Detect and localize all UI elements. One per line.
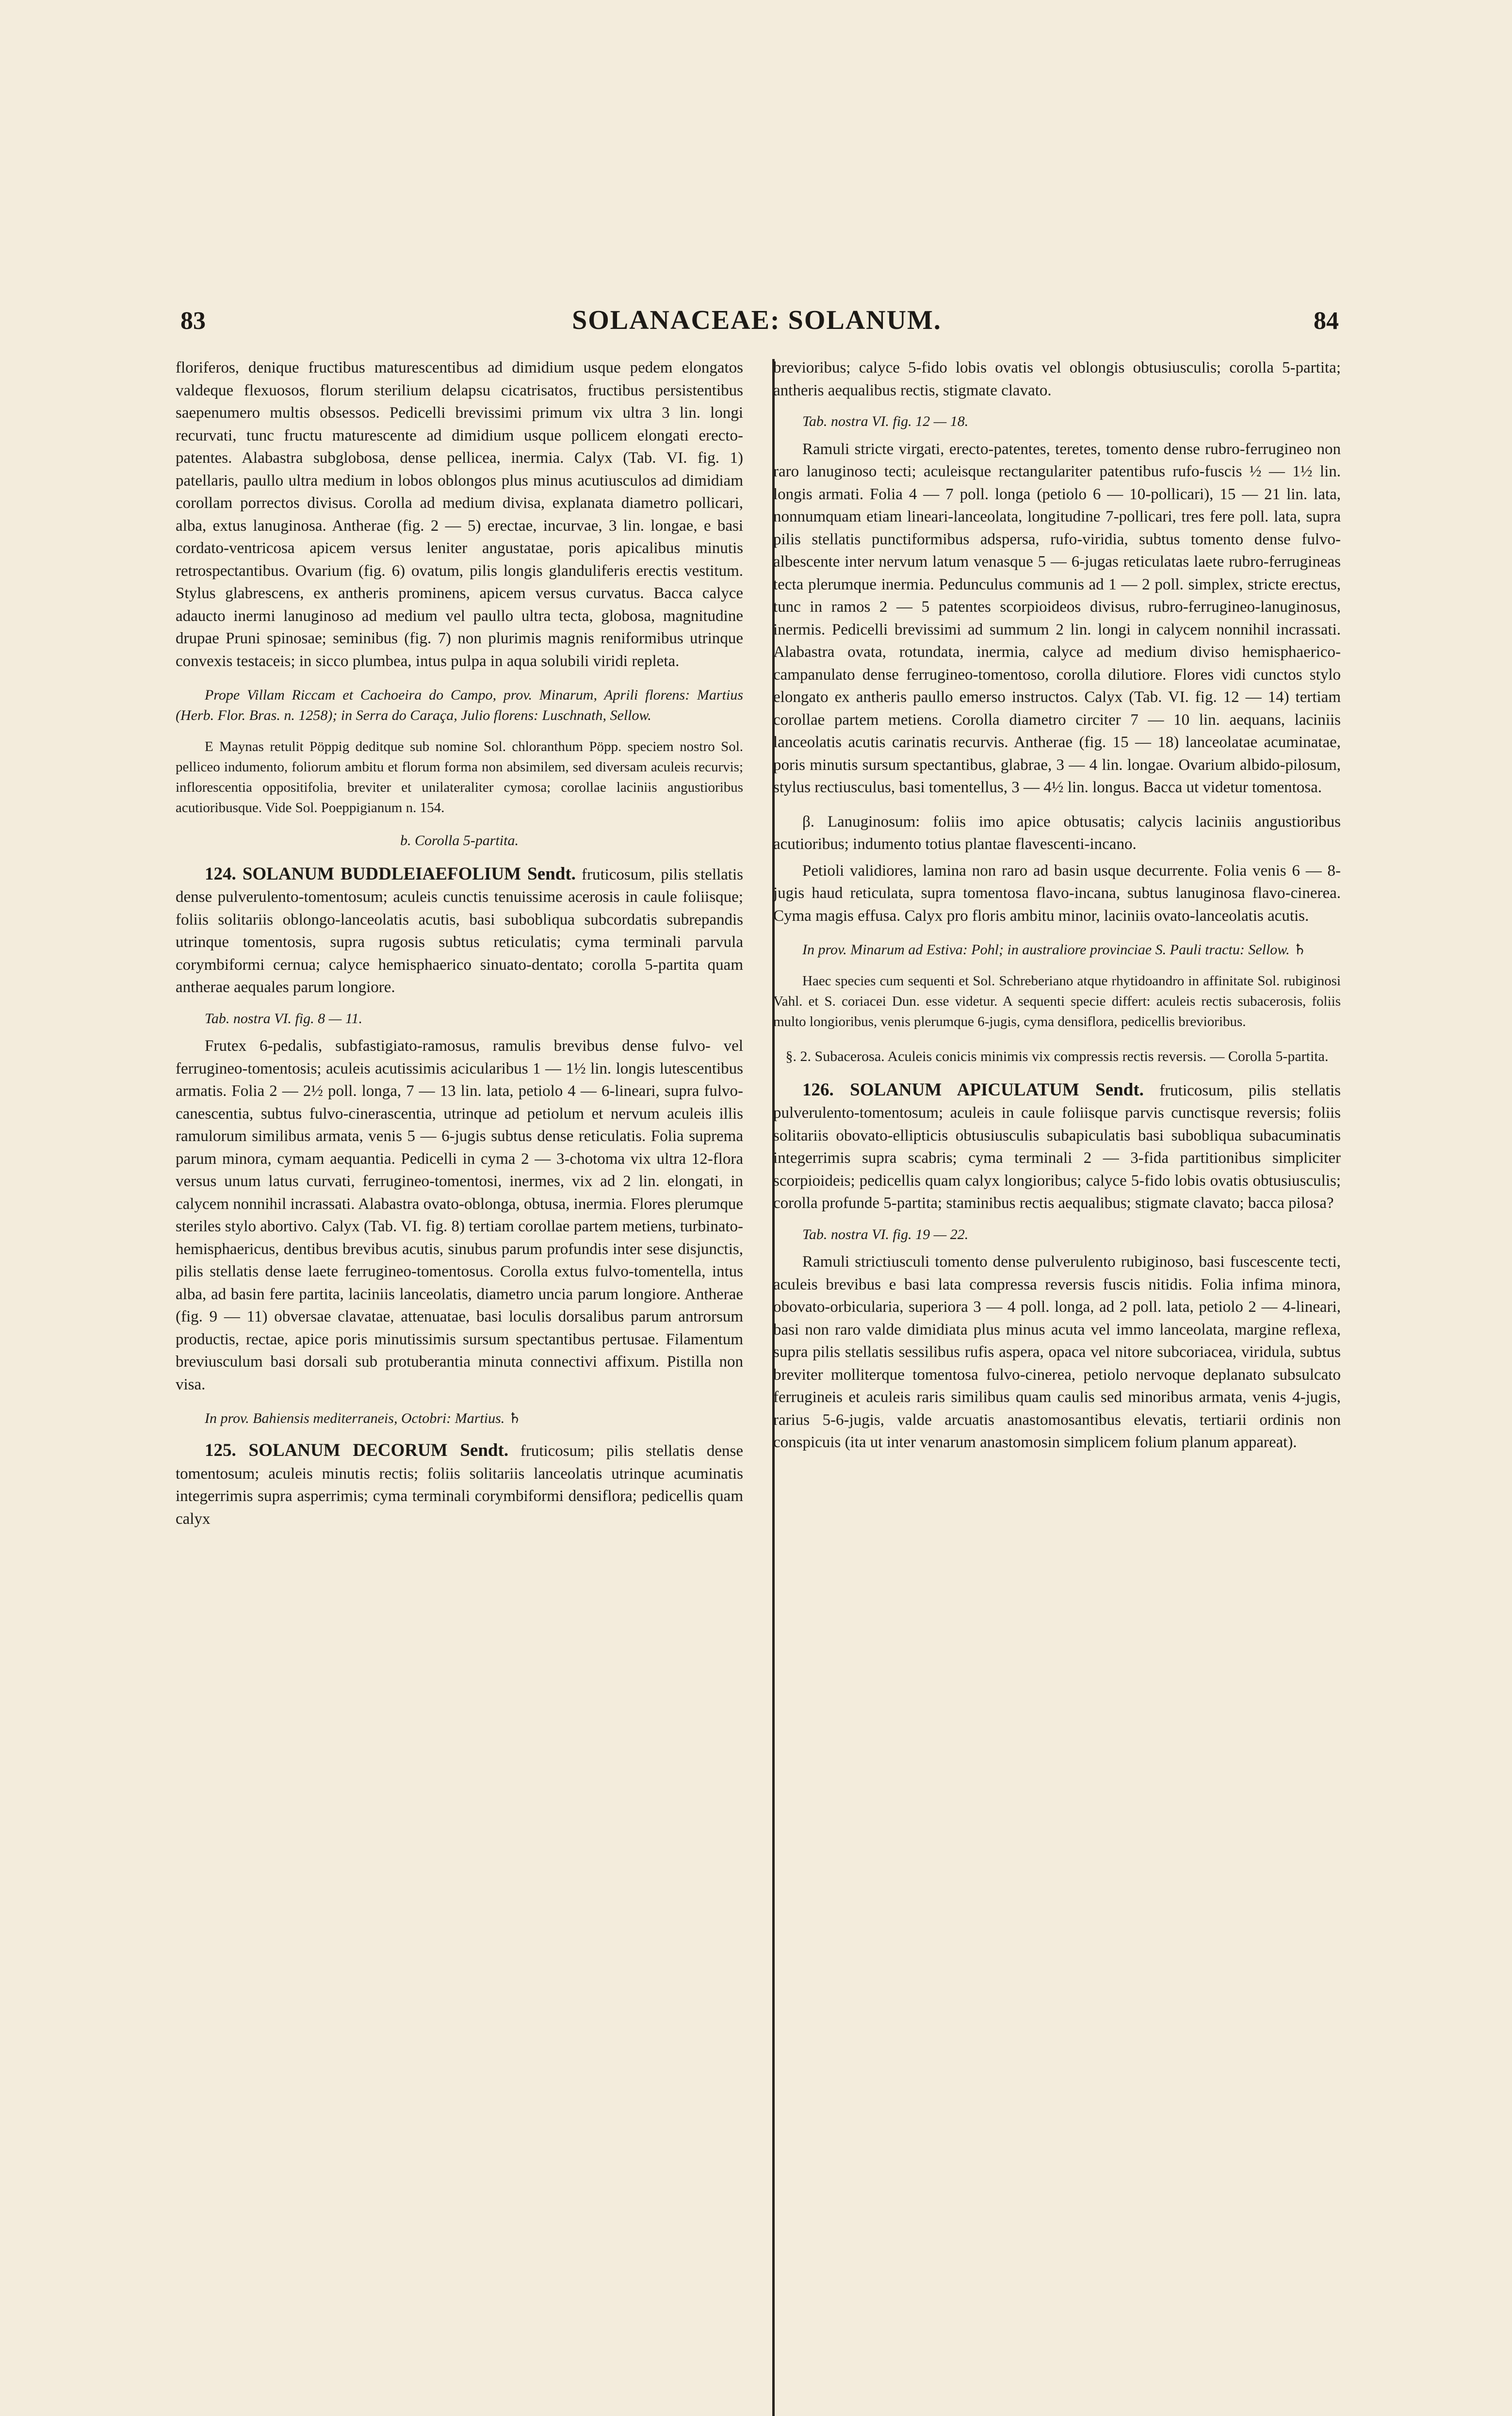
species-125-plate-ref: Tab. nostra VI. fig. 12 — 18. bbox=[802, 413, 969, 429]
description-continued: floriferos, denique fructibus maturescentibus ad dimidium usque pedem elongatos valdeque flexuosos, florum sterilium delapsu cicatrisatos, fructibus persistentibus saepenumero multis obsessos. Pedicelli brevissimi primum vix ultra 3 lin. longi recurvati, tunc fructu maturescente ad dimidium usque pollicem elongati erecto-patentes. Alabastra subglobosa, dense pellicea, inermia. Calyx (Tab. VI. fig. 1) patellaris, paullo ultra medium in lobos oblongos plus minus acutiusculos ad dimidiam corollam porrectos divisus. Corolla ad medium divisa, explanata diametro pollicari, alba, extus lanuginosa. Antherae (fig. 2 — 5) erectae, incurvae, 3 lin. longae, e basi cordato-ventricosa apicem versus leniter angustatae, poris apicalibus minutis retrospectantibus. Ovarium (fig. 6) ovatum, pilis longis glanduliferis erectis vestitum. Stylus glabrescens, ex antheris prominens, apicem versus curvatus. Bacca calyce adaucto inermi lanuginoso ad medium vel paullo ultra tecta, globosa, magnitudine drupae Pruni spinosae; seminibus (fig. 7) non plurimis magnis reniformibus utrinque convexis testaceis; in sicco plumbea, intus pulpa in aqua solubili viridi repleta. bbox=[176, 359, 743, 670]
page-header bbox=[175, 305, 1339, 348]
locality-paragraph: Prope Villam Riccam et Cachoeira do Campo, prov. Minarum, Aprili florens: Martius (Herb. Flor. Bras. n. 1258); in Serra do Caraça, Julio florens: Luschnath, Sellow. bbox=[176, 687, 743, 723]
species-124-plate-ref: Tab. nostra VI. fig. 8 — 11. bbox=[205, 1010, 363, 1027]
species-125-note: Haec species cum sequenti et Sol. Schreberiano atque rhytidoandro in affinitate Sol. rubiginosi Vahl. et S. coriacei Dun. esse videtur. A sequenti specie differt: aculeis rectis subacerosis, foliis multo longioribus, venis plerumque 6-jugis, cyma densiflora, pedicellis brevioribus. bbox=[773, 973, 1341, 1029]
subsection-heading: b. Corolla 5-partita. bbox=[400, 833, 519, 849]
section-heading: §. 2. Subacerosa. Aculeis conicis minimis vix compressis rectis reversis. — Corolla 5-partita. bbox=[785, 1048, 1329, 1064]
species-126-name: 126. SOLANUM APICULATUM Sendt. bbox=[802, 1079, 1144, 1100]
page-number-right: 84 bbox=[1314, 307, 1339, 335]
species-125-diagnosis-continued: brevioribus; calyce 5-fido lobis ovatis vel oblongis obtusiusculis; corolla 5-partita; antheris aequalibus rectis, stigmate clavato. bbox=[773, 359, 1341, 399]
species-125-diagnosis-text: fruticosum; pilis stellatis dense tomentosum; aculeis minutis rectis; foliis solitariis lanceolatis utrinque acuminatis integerrimis supra asperrimis; cyma terminali corymbiformi densiflora; pedicellis quam calyx bbox=[176, 1442, 744, 1528]
species-124-diagnosis-text: fruticosum, pilis stellatis dense pulverulento-tomentosum; aculeis cunctis tenuissime acerosis in caule foliisque; foliis solitariis oblongo-lanceolatis acutis, basi subobliqua subcordatis subrepandis utrinque tomentosis, supra rugosis subtus reticulatis; cyma terminali parvula corymbiformi cernua; calyce hemisphaerico sinuato-dentato; corolla 5-partita quam antherae aequales parum longiore. bbox=[176, 865, 743, 996]
species-125-locality: In prov. Minarum ad Estiva: Pohl; in australiore provinciae S. Pauli tractu: Sellow. ♄ bbox=[802, 942, 1306, 958]
right-column bbox=[773, 357, 1341, 1454]
species-124-diagnosis bbox=[176, 863, 743, 999]
species-126-description: Ramuli strictiusculi tomento dense pulverulento rubiginoso, basi fuscescente tecti, aculeis brevibus e basi lata compressa reversis fuscis nitidis. Folia infima minora, obovato-orbicularia, superiora 3 — 4 poll. longa, ad 2 poll. lata, petiolo 2 — 4-lineari, basi non raro valde dimidiata plus minus acuta vel immo lanceolata, margine reflexa, supra pilis stellatis sessilibus rufis aspera, opaca vel nitore subcoriacea, viridula, subtus breviter molliterque tomentosa fulvo-cinerea, petiolo nervoque deplanato subsulcato ferrugineis et aculeis raris similibus quam caulis sed minoribus armata, venis 4-jugis, rarius 5-6-jugis, valde arcuatis anastomosantibus elevatis, tertiarii ordinis non conspicuis (ita ut inter venarum anastomosin simplicem folium planum appareat). bbox=[773, 1253, 1341, 1451]
species-124-locality: In prov. Bahiensis mediterraneis, Octobri: Martius. ♄ bbox=[205, 1410, 521, 1426]
page-number-left: 83 bbox=[180, 307, 206, 335]
left-column bbox=[176, 357, 743, 1530]
species-125-description: Ramuli stricte virgati, erecto-patentes, teretes, tomento dense rubro-ferrugineo non raro lanuginoso tecti; aculeisque rectangulariter patentibus rufo-fuscis ½ — 1½ lin. longis armati. Folia 4 — 7 poll. longa (petiolo 6 — 10-pollicari), 15 — 21 lin. lata, nonnumquam etiam lineari-lanceolata, longitudine 7-pollicari, tres fere poll. lata, supra pilis stellatis punctiformibus adspersa, rufo-viridia, subtus tomento dense fulvo-albescente inter nervum latum venasque 5 — 6-jugas reticulatas laete rubro-ferrugineas tecta plerumque inermia. Pedunculus communis ad 1 — 2 poll. simplex, stricte erectus, tunc in ramos 2 — 5 patentes scorpioideos divisus, rubro-ferrugineo-lanuginosus, inermis. Pedicelli brevissimi ad summum 2 lin. longi in calycem nonnihil incrassati. Alabastra ovata, rotundata, inermia, calyce ad medium diviso hemisphaerico-campanulato dense ferrugineo-tomentoso, corolla dilutiore. Flores vidi cunctos stylo elongato ex antheris paullo emerso instructos. Calyx (Tab. VI. fig. 12 — 14) tertiam corollae partem metiens. Corolla diametro circiter 7 — 10 lin. aequans, laciniis lanceolatis acutis carinatis recurvis. Antherae (fig. 15 — 18) lanceolatae acuminatae, poris minutis sursum spectantibus, glabrae, 3 — 4 lin. longae. Ovarium albido-pilosum, stylus rectiusculus, basi tomentellus, 3 — 4½ lin. longus. Bacca ut videtur tomentosa. bbox=[773, 440, 1341, 796]
species-126-diagnosis-text: fruticosum, pilis stellatis pulverulento-tomentosum; aculeis in caule foliisque parvis cunctisque reversis; foliis solitariis obovato-ellipticis obtusiusculis subapiculatis basi subobliqua subacuminatis integerrimis supra scabris; cyma terminali 2 — 3-fida partitionibus simpliciter scorpioideis; pedicellis quam calyx longioribus; calyce 5-fido lobis ovatis obtusiusculis; corolla profunde 5-partita; staminibus rectis aequalibus; stigmate clavato; bacca pilosa? bbox=[773, 1081, 1341, 1212]
running-title: SOLANACEAE: SOLANUM. bbox=[572, 305, 942, 335]
species-124-name: 124. SOLANUM BUDDLEIAEFOLIUM Sendt. bbox=[205, 864, 576, 884]
variety-beta-description: Petioli validiores, lamina non raro ad basin usque decurrente. Folia venis 6 — 8-jugis haud reticulata, supra tomentosa flavo-incana, subtus lanuginosa flavo-cinerea. Cyma magis effusa. Calyx pro floris ambitu minor, laciniis ovato-lanceolatis acutis. bbox=[773, 862, 1341, 925]
note-paragraph: E Maynas retulit Pöppig deditque sub nomine Sol. chloranthum Pöpp. speciem nostro Sol. pelliceo indumento, foliorum ambitu et florum forma non absimilem, sed diversam aculeis recurvis; inflorescentia oppositifolia, breviter et unilateraliter cymosa; corollae laciniis angustioribus acutioribusque. Vide Sol. Poeppigianum n. 154. bbox=[176, 739, 743, 816]
variety-beta-diagnosis: β. Lanuginosum: foliis imo apice obtusatis; calycis laciniis angustioribus acutioribus; indumento totius plantae flavescenti-incano. bbox=[773, 813, 1341, 853]
species-125-diagnosis bbox=[176, 1439, 743, 1530]
species-126-plate-ref: Tab. nostra VI. fig. 19 — 22. bbox=[802, 1226, 969, 1242]
species-125-name: 125. SOLANUM DECORUM Sendt. bbox=[205, 1440, 509, 1460]
species-124-description: Frutex 6-pedalis, subfastigiato-ramosus, ramulis brevibus dense fulvo- vel ferrugineo-tomentosis; aculeis acutissimis acicularibus 1 — 1½ lin. longis lutescentibus armatis. Folia 2 — 2½ poll. longa, 7 — 13 lin. lata, petiolo 4 — 6-lineari, supra fulvo-canescentia, subtus fulvo-cinerascentia, utrinque ad petiolum et nervum aculeis illis ramulorum similibus armata, venis 5 — 6-jugis subtus dense reticulatis. Folia suprema parum minora, cymam aequantia. Pedicelli in cyma 2 — 3-chotoma vix ultra 12-flora versus unum latus curvati, ferrugineo-tomentosi, inermes, vix ad 2 lin. elongati, in calycem nonnihil incrassati. Alabastra ovato-oblonga, obtusa, inermia. Flores plerumque steriles stylo abortivo. Calyx (Tab. VI. fig. 8) tertiam corollae partem metiens, turbinato-hemisphaericus, dentibus brevibus acutis, sinubus parum profundis inter sese disjunctis, pilis stellatis dense laete ferrugineo-tomentosus. Corolla extus fulvo-tomentella, intus alba, ad basin fere partita, laciniis lanceolatis, diametro uncia parum longiore. Antherae (fig. 9 — 11) obversae clavatae, attenuatae, basi loculis dorsalibus parum antrorsum productis, rectae, apice poris minutissimis sursum spectantibus pertusae. Filamentum breviusculum basi dorsali sub protuberantia minuta connectivi affixum. Pistilla non visa. bbox=[176, 1037, 743, 1393]
species-126-diagnosis bbox=[773, 1079, 1341, 1215]
